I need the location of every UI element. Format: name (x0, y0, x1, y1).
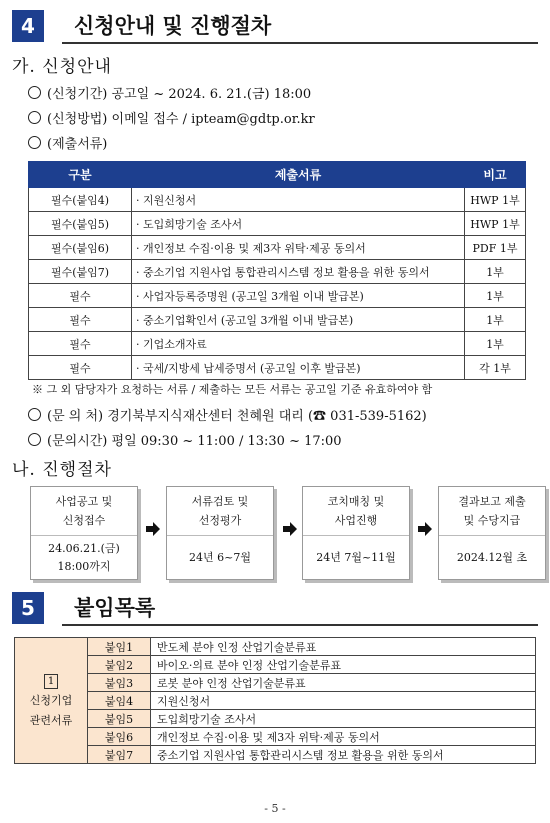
section-divider (62, 624, 538, 626)
circle-bullet-icon (28, 136, 41, 149)
process-step-title: 서류검토 및 선정평가 (167, 487, 273, 536)
attachment-desc: 개인정보 수집·이용 및 제3자 위탁·제공 동의서 (151, 728, 536, 746)
table-row (29, 332, 526, 356)
section-divider (62, 42, 538, 44)
cell-note: 1부 (465, 332, 526, 356)
cell-note: HWP 1부 (465, 188, 526, 212)
cell-doc: · 개인정보 수집·이용 및 제3자 위탁·제공 동의서 (132, 236, 465, 260)
contact-hours (28, 430, 342, 449)
apply-docs-text: (제출서류) (47, 137, 108, 152)
page-number: - 5 - (264, 802, 286, 815)
apply-method-text: (신청방법) 이메일 접수 / ipteam@gdtp.or.kr (47, 112, 315, 127)
attachment-num: 붙임3 (88, 674, 151, 692)
attachment-desc: 반도체 분야 인정 산업기술분류표 (151, 638, 536, 656)
group-label: 신청기업 (29, 693, 73, 707)
contact-hours-text: (문의시간) 평일 09:30 ~ 11:00 / 13:30 ~ 17:00 (47, 434, 342, 449)
cell-type: 필수(붙임5) (29, 212, 132, 236)
table-row (29, 236, 526, 260)
cell-doc: · 기업소개자료 (132, 332, 465, 356)
table-row (15, 656, 536, 674)
cell-note: HWP 1부 (465, 212, 526, 236)
process-step (30, 486, 138, 580)
docs-note: ※ 그 외 담당자가 요청하는 서류 / 제출하는 모든 서류는 공고일 기준 유효하여야 함 (32, 383, 433, 396)
process-step (166, 486, 274, 580)
attachment-num: 붙임5 (88, 710, 151, 728)
process-step-date: 24.06.21.(금) 18:00까지 (48, 542, 120, 573)
attachment-num: 붙임7 (88, 746, 151, 764)
table-row (29, 284, 526, 308)
cell-note: 1부 (465, 308, 526, 332)
attachment-num: 붙임2 (88, 656, 151, 674)
cell-doc: · 중소기업확인서 (공고일 3개월 이내 발급본) (132, 308, 465, 332)
cell-note: 각 1부 (465, 356, 526, 380)
table-row (15, 674, 536, 692)
cell-type: 필수(붙임7) (29, 260, 132, 284)
section-number: 5 (12, 592, 44, 624)
cell-doc: · 중소기업 지원사업 통합관리시스템 정보 활용을 위한 동의서 (132, 260, 465, 284)
attachment-desc: 지원신청서 (151, 692, 536, 710)
process-step-title: 코치매칭 및 사업진행 (303, 487, 409, 536)
apply-method (28, 108, 315, 127)
docs-table-header (29, 162, 526, 188)
attachment-num: 붙임6 (88, 728, 151, 746)
attachment-desc: 중소기업 지원사업 통합관리시스템 정보 활용을 위한 동의서 (151, 746, 536, 764)
cell-type: 필수 (29, 284, 132, 308)
process-step-title: 결과보고 제출 및 수당지급 (439, 487, 545, 536)
apply-period (28, 83, 311, 102)
table-row (15, 638, 536, 656)
cell-type: 필수 (29, 332, 132, 356)
apply-docs (28, 133, 107, 152)
section-title: 신청안내 및 진행절차 (74, 14, 272, 38)
arrow-right-icon (418, 522, 432, 536)
subsection-title: 가. 신청안내 (12, 57, 112, 77)
table-row (15, 746, 536, 764)
table-row (29, 188, 526, 212)
cell-type: 필수(붙임4) (29, 188, 132, 212)
table-row (29, 260, 526, 284)
table-row (29, 356, 526, 380)
process-step-date: 2024.12월 초 (456, 551, 528, 564)
table-row (15, 692, 536, 710)
attachment-desc: 로봇 분야 인정 산업기술분류표 (151, 674, 536, 692)
arrow-right-icon (283, 522, 297, 536)
attachments-table (14, 637, 536, 764)
cell-doc: · 국세/지방세 납세증명서 (공고일 이후 발급본) (132, 356, 465, 380)
contact-info-text: (문 의 처) 경기북부지식재산센터 천혜원 대리 (☎ 031-539-5162) (47, 409, 427, 424)
cell-doc: · 사업자등록증명원 (공고일 3개월 이내 발급본) (132, 284, 465, 308)
docs-table (28, 161, 526, 380)
attachment-num: 붙임1 (88, 638, 151, 656)
table-row (29, 308, 526, 332)
section-title: 붙임목록 (74, 596, 156, 620)
table-row (15, 710, 536, 728)
table-row (29, 212, 526, 236)
group-number: 1 (44, 674, 58, 689)
arrow-right-icon (146, 522, 160, 536)
circle-bullet-icon (28, 86, 41, 99)
col-header-doc: 제출서류 (132, 162, 465, 188)
attachment-desc: 바이오·의료 분야 인정 산업기술분류표 (151, 656, 536, 674)
process-step (438, 486, 546, 580)
circle-bullet-icon (28, 408, 41, 421)
process-step (302, 486, 410, 580)
process-step-date: 24년 6~7월 (189, 551, 251, 564)
cell-type: 필수(붙임6) (29, 236, 132, 260)
cell-doc: · 지원신청서 (132, 188, 465, 212)
circle-bullet-icon (28, 111, 41, 124)
circle-bullet-icon (28, 433, 41, 446)
cell-type: 필수 (29, 308, 132, 332)
subsection-title: 나. 진행절차 (12, 460, 112, 480)
section-number: 4 (12, 10, 44, 42)
group-label: 관련서류 (29, 713, 73, 727)
cell-type: 필수 (29, 356, 132, 380)
cell-doc: · 도입희망기술 조사서 (132, 212, 465, 236)
col-header-type: 구분 (29, 162, 132, 188)
cell-note: PDF 1부 (465, 236, 526, 260)
col-header-note: 비고 (465, 162, 526, 188)
attachment-group (15, 638, 88, 764)
process-step-title: 사업공고 및 신청접수 (31, 487, 137, 536)
cell-note: 1부 (465, 260, 526, 284)
process-step-date: 24년 7월~11월 (316, 551, 396, 564)
contact-info (28, 405, 427, 424)
table-row (15, 728, 536, 746)
attachment-desc: 도입희망기술 조사서 (151, 710, 536, 728)
attachment-num: 붙임4 (88, 692, 151, 710)
cell-note: 1부 (465, 284, 526, 308)
apply-period-text: (신청기간) 공고일 ~ 2024. 6. 21.(금) 18:00 (47, 87, 312, 102)
